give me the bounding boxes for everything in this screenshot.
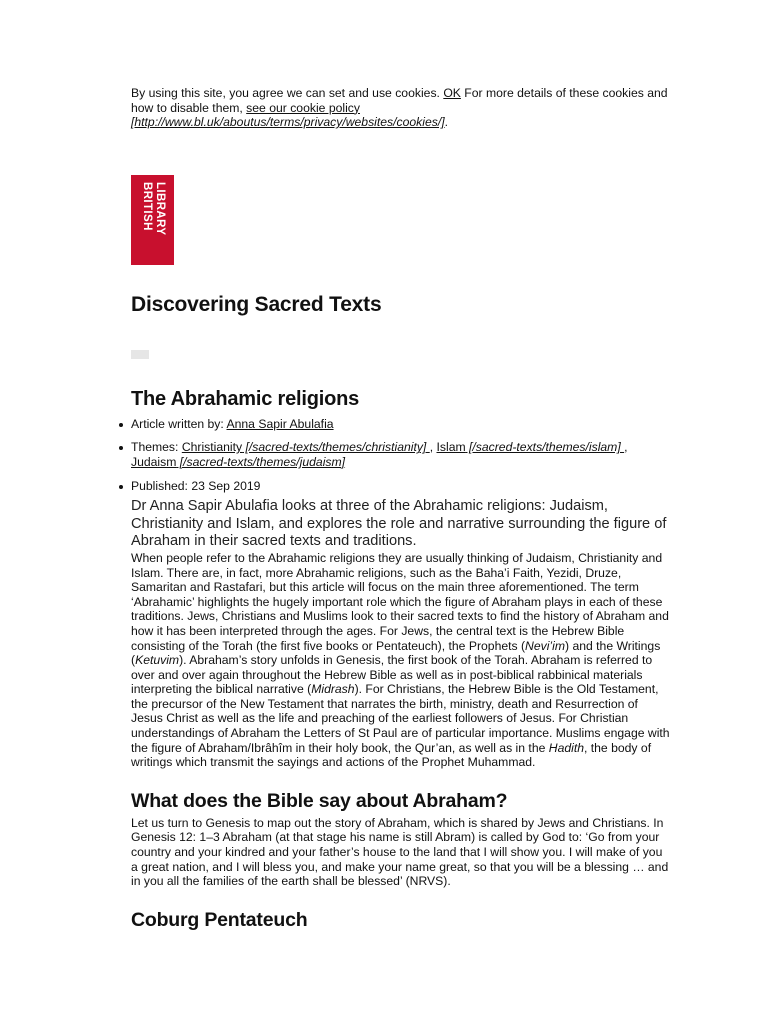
intro-text-5: , the body of writings which transmit the sayings and actions of the Prophet Muhammad. [131,740,652,770]
british-library-logo[interactable] [131,175,174,265]
theme-path-judaism[interactable]: [/sacred-texts/themes/judaism] [176,454,346,469]
intro-paragraph [131,551,671,770]
site-title: Discovering Sacred Texts [131,292,382,316]
cookie-banner [131,86,671,130]
section-bible-paragraph: Let us turn to Genesis to map out the story of Abraham, which is shared by Jews and Christians. In Genesis 12: 1–3 Abraham (at that stage his name is still Abram) is called by God to: ‘Go from your country and your kindred and your father’s house to the land that I will show you. I will make of you a great nation, and I will bless you, and make your name great, so that you will be a blessing … and in you all the families of the earth shall be blessed’ (NRVS). [131,815,669,889]
themes-label: Themes: [131,440,182,455]
intro-text-3: ). Abraham’s story unfolds in Genesis, the first book of the Torah. Abraham is referred to over and over again throughout the Hebrew Bible as well as in post-biblical rabbinical materials interpreting the biblical narrative ( [131,653,653,697]
page-content [131,86,671,932]
theme-link-christianity[interactable]: Christianity [181,440,243,455]
intro-text-4: ). For Christians, the Hebrew Bible is the Old Testament, the precursor of the New Testament that narrates the birth, ministry, death and Resurrection of Jesus Christ as well as the life and preaching of the earliest followers of Jesus. For Christian understandings of Abraham the Letters of St Paul are of particular importance. Muslims engage with the figure of Abraham/Ibrâhîm in their holy book, the Qur’an, as well as in the [131,682,670,755]
term-midrash: Midrash [311,682,355,697]
term-hadith: Hadith [548,740,584,755]
article-lead: Dr Anna Sapir Abulafia looks at three of the Abrahamic religions: Judaism, Christianity and Islam, and explores the role and narrative surrounding the figure of Abraham in their sacred texts and traditions. [131,498,667,550]
published-label: Published: [131,478,192,493]
intro-text-1: When people refer to the Abrahamic religions they are usually thinking of Judaism, Christianity and Islam. There are, in fact, more Abrahamic religions, such as the Baha’i Faith, Yezidi, Druze, Samaritan and Rastafari, but this article will focus on the main three aforementioned. The term ‘Abrahamic’ highlights the hugely important role which the figure of Abraham plays in each of these traditions. Jews, Christians and Muslims look to their sacred texts to find the history of Abraham and how it has been interpreted through the ages. For Jews, the central text is the Hebrew Bible consisting of the Torah (the first five books or Pentateuch), the Prophets ( [131,550,669,653]
author-label: Article written by: [131,416,227,431]
intro-text-2: ) and the Writings ( [131,638,661,668]
section-heading-bible: What does the Bible say about Abraham? [131,789,508,812]
cookie-policy-link[interactable]: see our cookie policy [246,100,360,115]
theme-sep: , [624,440,628,455]
author-link[interactable]: Anna Sapir Abulafia [226,416,334,431]
cookie-text-after: . [444,115,449,130]
meta-published [131,479,671,494]
theme-path-christianity[interactable]: [/sacred-texts/themes/christianity] [242,440,430,455]
theme-link-islam[interactable]: Islam [436,440,466,455]
theme-link-judaism[interactable]: Judaism [131,454,177,469]
term-ketuvim: Ketuvim [135,653,180,668]
cookie-text-before: By using this site, you agree we can set and use cookies. [131,86,444,100]
cookie-text-middle: For more details of these cookies and how to disable them, [131,86,668,115]
meta-themes [131,440,671,469]
logo-word-library: LIBRARY [154,181,166,236]
logo-word-british: BRITISH [141,181,153,231]
image-placeholder-icon [131,350,149,359]
article-meta-list [131,417,671,493]
cookie-policy-url[interactable]: [http://www.bl.uk/aboutus/terms/privacy/websites/cookies/] [131,115,445,130]
section-heading-coburg: Coburg Pentateuch [131,908,308,931]
term-neviim: Nevi’im [525,638,565,653]
meta-author [131,417,671,432]
theme-sep: , [429,440,437,455]
cookie-ok-link[interactable]: OK [443,86,461,100]
article-title: The Abrahamic religions [131,387,360,410]
theme-path-islam[interactable]: [/sacred-texts/themes/islam] [465,440,625,455]
published-date: 23 Sep 2019 [191,478,261,493]
